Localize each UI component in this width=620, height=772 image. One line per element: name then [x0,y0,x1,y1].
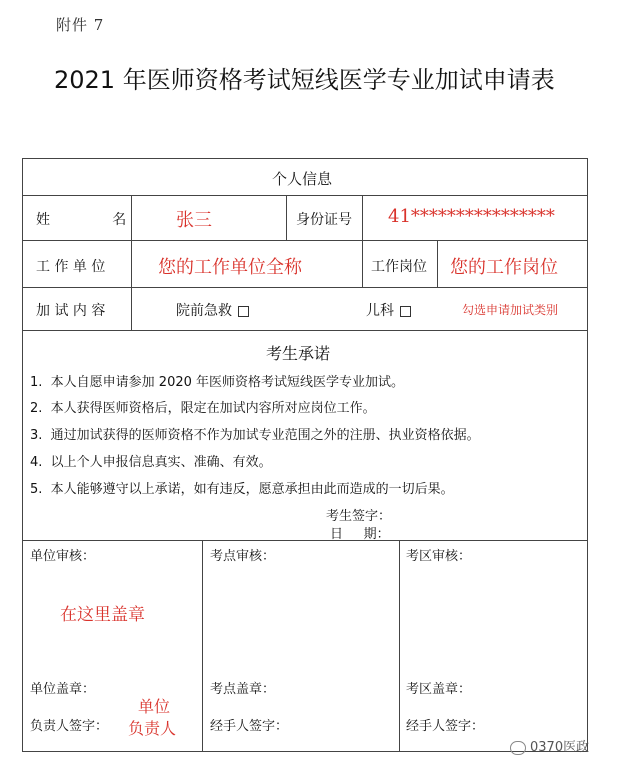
promise-item: 4. 以上个人申报信息真实、准确、有效。 [30,455,272,470]
option-pediatrics-label: 儿科 [366,303,394,319]
pediatrics-checkbox[interactable] [400,306,411,317]
section-personal-info: 个人信息 [272,170,333,188]
watermark-text: 0370医政 [530,740,590,755]
work-unit-label: 工 作 单 位 [36,259,106,275]
id-label: 身份证号 [296,212,352,228]
col-divider [286,195,287,240]
stamp-here-note: 在这里盖章 [60,605,145,625]
work-post-value[interactable]: 您的工作岗位 [450,257,558,278]
row-divider [22,330,588,331]
region-review-label: 考区审核： [406,549,472,564]
region-seal-label: 考区盖章： [406,682,472,697]
region-handler-signature-label: 经手人签字： [406,719,485,734]
row-divider [22,195,588,196]
leader-signature-label: 负责人签字： [30,719,109,734]
promise-item: 5. 本人能够遵守以上承诺，如有违反，愿意承担由此而造成的一切后果。 [30,482,454,497]
col-divider [202,540,203,752]
wechat-icon [510,741,526,755]
id-value[interactable]: 41**************** [388,206,555,227]
row-divider [22,287,588,288]
work-post-label: 工作岗位 [371,259,427,275]
col-divider [131,195,132,330]
option-pediatrics[interactable] [366,300,411,320]
date-label: 日 期： [330,527,390,542]
site-review-label: 考点审核： [210,549,276,564]
emergency-checkbox[interactable] [238,306,249,317]
candidate-signature-label: 考生签字： [326,509,392,524]
col-divider [362,195,363,287]
watermark [510,736,589,755]
option-emergency-label: 院前急救 [176,303,232,319]
exam-content-label: 加 试 内 容 [36,303,106,319]
promise-item: 2. 本人获得医师资格后，限定在加试内容所对应岗位工作。 [30,401,376,416]
unit-seal-label: 单位盖章： [30,682,96,697]
col-divider [399,540,400,752]
page-title: 2021 年医师资格考试短线医学专业加试申请表 [54,66,555,94]
name-value[interactable]: 张三 [176,210,212,231]
option-hint: 勾选申请加试类别 [462,303,559,317]
promise-item: 1. 本人自愿申请参加 2020 年医师资格考试短线医学专业加试。 [30,375,405,390]
option-emergency[interactable] [176,300,249,320]
site-handler-signature-label: 经手人签字： [210,719,289,734]
name-label: 姓 名 [36,212,127,228]
unit-leader-handwriting: 负责人 [128,719,177,738]
row-divider [22,240,588,241]
attachment-label: 附件 7 [56,16,105,34]
col-divider [437,240,438,287]
work-unit-value[interactable]: 您的工作单位全称 [158,257,302,278]
section-promise: 考生承诺 [266,344,331,363]
unit-leader-handwriting: 单位 [138,697,171,716]
row-divider [22,540,588,541]
unit-review-label: 单位审核： [30,549,96,564]
promise-item: 3. 通过加试获得的医师资格不作为加试专业范围之外的注册、执业资格依据。 [30,428,480,443]
site-seal-label: 考点盖章： [210,682,276,697]
